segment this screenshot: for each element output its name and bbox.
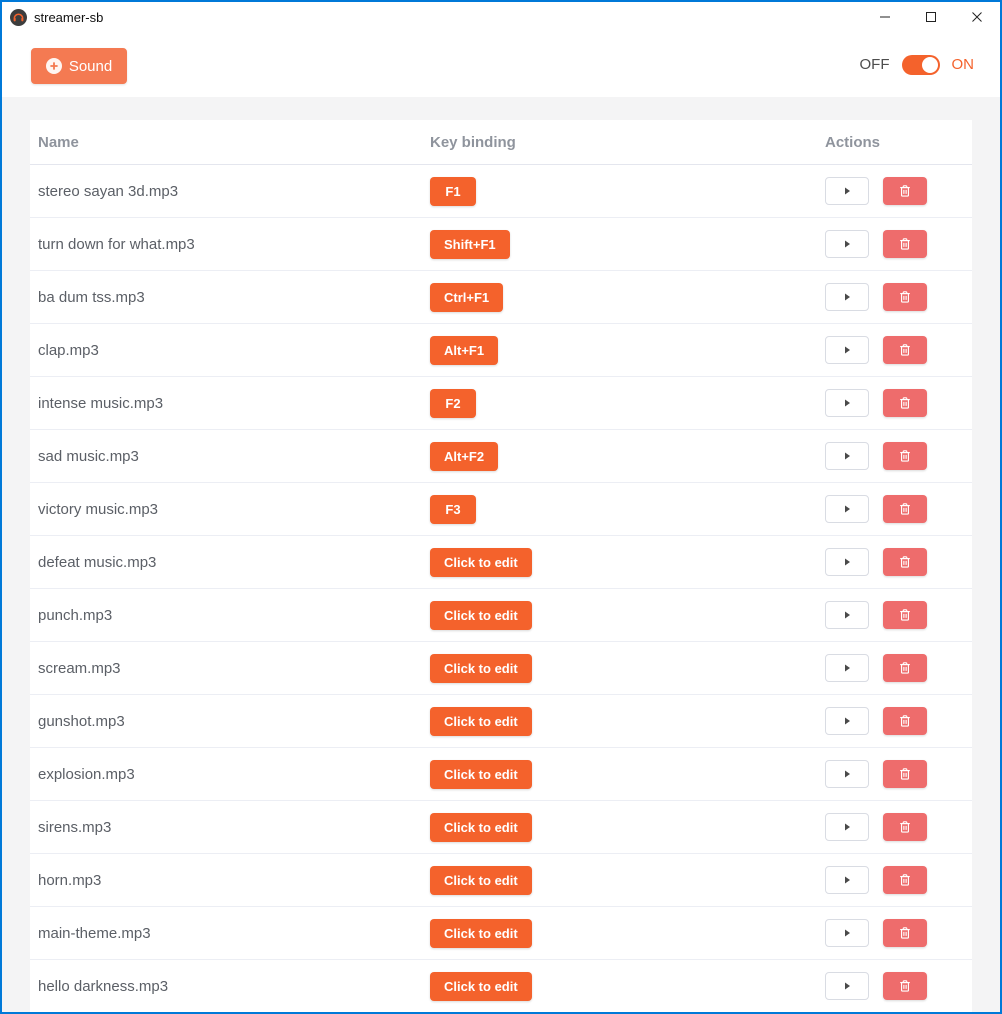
window-title: streamer-sb [34, 9, 104, 25]
column-header-actions: Actions [825, 133, 881, 151]
close-icon [971, 11, 983, 23]
trash-icon [897, 713, 913, 729]
toggle-off-label: OFF [859, 56, 890, 73]
sound-name: victory music.mp3 [38, 500, 159, 518]
trash-icon [897, 183, 913, 199]
headphones-icon [10, 9, 27, 26]
play-triangle-icon [842, 557, 852, 567]
trash-icon [897, 872, 913, 888]
play-button[interactable] [825, 336, 869, 364]
table-header [30, 120, 972, 165]
toggle-on-label: ON [951, 56, 974, 73]
toolbar [2, 32, 1000, 97]
play-triangle-icon [842, 981, 852, 991]
play-triangle-icon [842, 239, 852, 249]
play-triangle-icon [842, 398, 852, 408]
trash-icon [897, 342, 913, 358]
play-triangle-icon [842, 186, 852, 196]
table-body [30, 165, 972, 1012]
play-button[interactable] [825, 866, 869, 894]
play-button[interactable] [825, 389, 869, 417]
table-row [30, 271, 972, 324]
table-row [30, 854, 972, 907]
sound-name: ba dum tss.mp3 [38, 288, 145, 306]
table-row [30, 536, 972, 589]
keybinding-button[interactable]: Alt+F1 [430, 336, 498, 365]
trash-icon [897, 978, 913, 994]
delete-button[interactable] [883, 336, 927, 364]
table-row [30, 748, 972, 801]
column-header-name: Name [38, 133, 79, 151]
sound-toggle-switch[interactable] [902, 55, 940, 75]
add-sound-button[interactable] [31, 48, 127, 84]
trash-icon [897, 289, 913, 305]
play-triangle-icon [842, 716, 852, 726]
sound-name: hello darkness.mp3 [38, 977, 169, 995]
trash-icon [897, 448, 913, 464]
delete-button[interactable] [883, 389, 927, 417]
play-triangle-icon [842, 451, 852, 461]
keybinding-edit-button[interactable]: Click to edit [430, 548, 532, 577]
table-row [30, 960, 972, 1012]
delete-button[interactable] [883, 495, 927, 523]
play-button[interactable] [825, 283, 869, 311]
play-triangle-icon [842, 822, 852, 832]
delete-button[interactable] [883, 866, 927, 894]
sound-name: gunshot.mp3 [38, 712, 125, 730]
sound-name: intense music.mp3 [38, 394, 164, 412]
table-row [30, 801, 972, 854]
table-row [30, 589, 972, 642]
sound-name: stereo sayan 3d.mp3 [38, 182, 179, 200]
trash-icon [897, 395, 913, 411]
table-row [30, 324, 972, 377]
sound-name: sirens.mp3 [38, 818, 112, 836]
window-controls [862, 2, 1000, 32]
trash-icon [897, 236, 913, 252]
keybinding-edit-button[interactable]: Click to edit [430, 813, 532, 842]
delete-button[interactable] [883, 177, 927, 205]
delete-button[interactable] [883, 972, 927, 1000]
play-triangle-icon [842, 769, 852, 779]
play-button[interactable] [825, 813, 869, 841]
sound-name: defeat music.mp3 [38, 553, 157, 571]
play-button[interactable] [825, 919, 869, 947]
keybinding-button[interactable]: F3 [430, 495, 476, 524]
delete-button[interactable] [883, 230, 927, 258]
minimize-button[interactable] [862, 2, 908, 32]
toggle-knob [922, 57, 938, 73]
add-sound-label: Sound [68, 57, 113, 75]
delete-button[interactable] [883, 548, 927, 576]
table-row [30, 642, 972, 695]
sound-name: sad music.mp3 [38, 447, 139, 465]
sound-name: punch.mp3 [38, 606, 113, 624]
keybinding-button[interactable]: Alt+F2 [430, 442, 498, 471]
trash-icon [897, 607, 913, 623]
play-button[interactable] [825, 654, 869, 682]
trash-icon [897, 501, 913, 517]
table-row [30, 430, 972, 483]
delete-button[interactable] [883, 919, 927, 947]
delete-button[interactable] [883, 601, 927, 629]
table-row [30, 165, 972, 218]
keybinding-edit-button[interactable]: Click to edit [430, 654, 532, 683]
keybinding-edit-button[interactable]: Click to edit [430, 760, 532, 789]
table-row [30, 377, 972, 430]
keybinding-edit-button[interactable]: Click to edit [430, 866, 532, 895]
play-triangle-icon [842, 663, 852, 673]
trash-icon [897, 660, 913, 676]
maximize-icon [925, 11, 937, 23]
content-area [2, 97, 1000, 1012]
keybinding-edit-button[interactable]: Click to edit [430, 972, 532, 1001]
play-button[interactable] [825, 495, 869, 523]
play-button[interactable] [825, 760, 869, 788]
play-button[interactable] [825, 230, 869, 258]
plus-circle-icon [46, 58, 62, 74]
column-header-keybinding: Key binding [430, 133, 516, 151]
play-triangle-icon [842, 504, 852, 514]
play-button[interactable] [825, 548, 869, 576]
table-row [30, 695, 972, 748]
delete-button[interactable] [883, 813, 927, 841]
play-button[interactable] [825, 442, 869, 470]
sound-name: main-theme.mp3 [38, 924, 151, 942]
sound-name: scream.mp3 [38, 659, 121, 677]
play-button[interactable] [825, 707, 869, 735]
play-triangle-icon [842, 610, 852, 620]
table-row [30, 218, 972, 271]
trash-icon [897, 925, 913, 941]
keybinding-button[interactable]: F2 [430, 389, 476, 418]
play-button[interactable] [825, 601, 869, 629]
sound-name: turn down for what.mp3 [38, 235, 195, 253]
keybinding-edit-button[interactable]: Click to edit [430, 919, 532, 948]
close-button[interactable] [954, 2, 1000, 32]
keybinding-button[interactable]: Shift+F1 [430, 230, 510, 259]
minimize-icon [879, 11, 891, 23]
sound-name: horn.mp3 [38, 871, 102, 889]
trash-icon [897, 819, 913, 835]
play-button[interactable] [825, 972, 869, 1000]
keybinding-edit-button[interactable]: Click to edit [430, 601, 532, 630]
trash-icon [897, 554, 913, 570]
keybinding-button[interactable]: F1 [430, 177, 476, 206]
keybinding-edit-button[interactable]: Click to edit [430, 707, 532, 736]
play-triangle-icon [842, 928, 852, 938]
play-triangle-icon [842, 292, 852, 302]
play-triangle-icon [842, 345, 852, 355]
sounds-table [30, 120, 972, 1012]
sound-name: clap.mp3 [38, 341, 99, 359]
sound-toggle-group [860, 32, 975, 97]
table-row [30, 907, 972, 960]
delete-button[interactable] [883, 283, 927, 311]
delete-button[interactable] [883, 654, 927, 682]
delete-button[interactable] [883, 442, 927, 470]
keybinding-button[interactable]: Ctrl+F1 [430, 283, 503, 312]
sound-name: explosion.mp3 [38, 765, 135, 783]
trash-icon [897, 766, 913, 782]
titlebar [2, 2, 1000, 32]
table-row [30, 483, 972, 536]
play-triangle-icon [842, 875, 852, 885]
delete-button[interactable] [883, 760, 927, 788]
play-button[interactable] [825, 177, 869, 205]
maximize-button[interactable] [908, 2, 954, 32]
delete-button[interactable] [883, 707, 927, 735]
